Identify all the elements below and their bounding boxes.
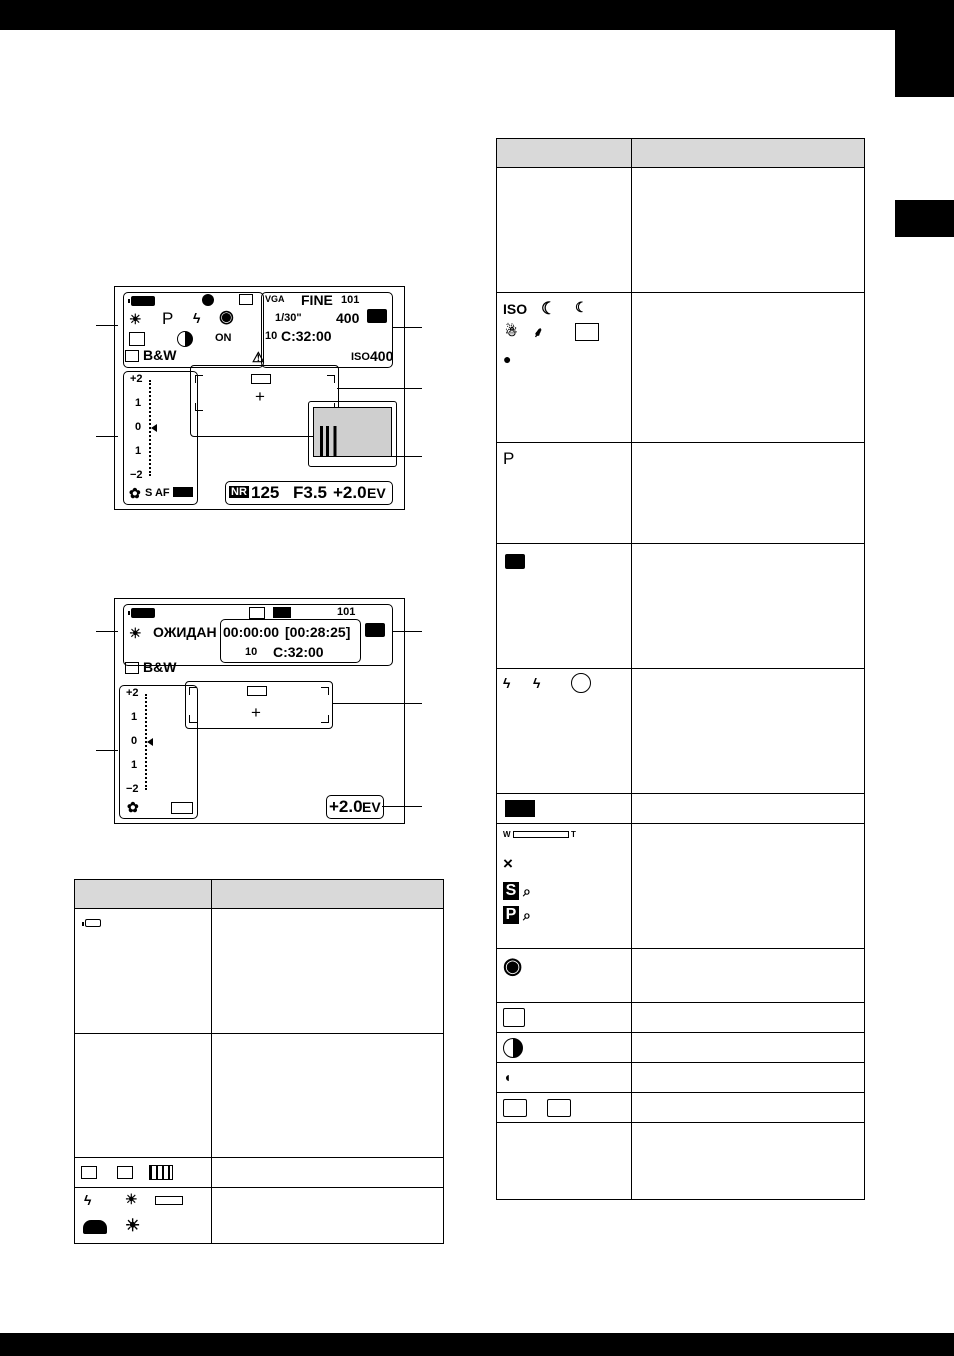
callout-line xyxy=(392,456,422,457)
af-corner xyxy=(321,687,329,695)
table-row xyxy=(497,1033,865,1063)
scale-label: −2 xyxy=(126,783,139,795)
table-cell-desc xyxy=(212,1188,444,1244)
battery-warning-icon xyxy=(247,686,267,696)
table-cell-desc xyxy=(632,168,865,293)
af-range-icon xyxy=(173,487,193,497)
timecode: 00:00:00 xyxy=(223,624,280,640)
zoom-scale-x: × xyxy=(503,854,513,873)
af-corner xyxy=(195,375,203,383)
table-cell-desc xyxy=(632,824,865,949)
incandescent-icon: ☀ xyxy=(125,1191,138,1207)
callout-line xyxy=(392,631,422,632)
wb-incandescent-icon: ☀ xyxy=(129,625,142,641)
red-eye-icon: ◉ xyxy=(503,953,523,978)
movie-size-icon xyxy=(273,607,291,618)
table-cell-icon xyxy=(497,1003,632,1033)
burst-icon xyxy=(239,294,253,305)
camera-icon xyxy=(367,309,387,323)
table-cell-icon xyxy=(497,1093,632,1123)
flash-charge-icon xyxy=(505,800,535,817)
smart-zoom-icon: S xyxy=(503,882,519,900)
af-mode: S AF xyxy=(145,487,170,499)
contrast-icon xyxy=(177,331,193,347)
table-row xyxy=(497,949,865,1003)
noise-reduction: NR xyxy=(231,486,247,498)
ev-unit: EV xyxy=(367,485,386,501)
page-bottom-bar xyxy=(0,1333,954,1356)
flash-wb-icon: ϟ xyxy=(84,1192,92,1208)
spot-metering-icon xyxy=(125,662,139,674)
table-row xyxy=(75,1158,444,1188)
center-metering-icon xyxy=(547,1099,571,1117)
af-range-icon xyxy=(171,802,193,814)
contrast-icon xyxy=(503,1038,523,1058)
iso-auto-icon: ISO xyxy=(503,301,528,317)
af-corner xyxy=(189,687,197,695)
battery-icon xyxy=(131,608,155,618)
table-row xyxy=(497,1003,865,1033)
shooting-mode: P xyxy=(162,309,174,328)
table-cell-desc xyxy=(632,1063,865,1093)
af-illuminator-icon: ◖ xyxy=(503,1069,512,1085)
ev-unit: EV xyxy=(362,799,381,815)
table-header xyxy=(497,139,632,168)
table-row xyxy=(75,1034,444,1158)
scale-label: 1 xyxy=(131,759,138,771)
table-cell-icon xyxy=(497,824,632,949)
table-cell-desc xyxy=(632,1033,865,1063)
table-cell-icon xyxy=(75,1034,212,1158)
table-cell-desc xyxy=(632,443,865,544)
flash-icon: ϟ xyxy=(193,310,201,326)
remaining-shots: 400 xyxy=(336,310,360,326)
remaining-time: [00:28:25] xyxy=(285,624,351,640)
battery-icon xyxy=(85,919,101,927)
af-corner xyxy=(327,375,335,383)
table-cell-desc xyxy=(632,669,865,794)
camera-icon xyxy=(505,554,525,569)
precision-zoom-icon: P xyxy=(503,906,519,924)
cloudy-icon xyxy=(83,1220,107,1234)
zoom-w-label: W xyxy=(503,830,511,839)
fluorescent-icon xyxy=(155,1196,183,1205)
scale-label: 1 xyxy=(135,445,142,457)
table-cell-icon xyxy=(497,1123,632,1200)
table-row xyxy=(497,293,865,443)
table-cell-desc xyxy=(632,1093,865,1123)
table-row xyxy=(75,909,444,1034)
table-row xyxy=(497,1063,865,1093)
page-top-bar xyxy=(0,0,954,30)
scale-pointer-icon xyxy=(151,424,157,432)
folder-number: 101 xyxy=(341,294,360,306)
table-cell-icon xyxy=(75,909,212,1034)
table-header xyxy=(632,139,865,168)
af-corner xyxy=(189,715,197,723)
scale-label: +2 xyxy=(126,687,139,699)
side-tab-chapter xyxy=(895,200,954,237)
table-cell-icon xyxy=(497,1033,632,1063)
spot-metering-icon xyxy=(125,350,139,362)
battery-icon xyxy=(131,296,155,306)
daylight-icon: ☀ xyxy=(125,1216,141,1235)
recording-time: C:32:00 xyxy=(281,328,332,344)
histogram-icon xyxy=(313,407,392,457)
ev-value: +2.0 xyxy=(329,797,363,816)
table-row xyxy=(497,794,865,824)
lcd-screen-still xyxy=(114,286,405,510)
table-cell-desc xyxy=(632,1123,865,1200)
wb-incandescent-icon: ☀ xyxy=(129,311,142,327)
battery-warning-icon xyxy=(251,374,271,384)
table-cell-desc xyxy=(212,1158,444,1188)
af-illuminator-on: ON xyxy=(215,332,232,344)
table-row xyxy=(497,443,865,544)
table-cell-icon xyxy=(497,544,632,669)
twilight-portrait-icon: ☾ xyxy=(575,299,588,315)
flash-auto-icon: ϟ xyxy=(503,675,511,691)
scale-label: 0 xyxy=(131,735,138,747)
callout-line xyxy=(392,327,422,328)
table-header xyxy=(75,880,212,909)
soft-snap-icon: ● xyxy=(503,351,512,367)
shutter-speed: 125 xyxy=(251,483,280,502)
table-cell-icon xyxy=(75,1158,212,1188)
table-cell-icon xyxy=(497,949,632,1003)
af-corner xyxy=(321,715,329,723)
af-corner xyxy=(195,403,203,411)
callout-line xyxy=(332,703,422,704)
twilight-icon: ☾ xyxy=(541,299,557,318)
image-size-vga: VGA xyxy=(265,294,285,304)
sharpness-icon xyxy=(129,332,145,346)
shake-warning-icon: ⚠ xyxy=(252,349,265,365)
table-cell-icon xyxy=(497,443,632,544)
callout-line xyxy=(337,388,422,389)
table-cell-desc xyxy=(212,909,444,1034)
table-row xyxy=(75,1188,444,1244)
macro-icon: ✿ xyxy=(127,799,139,815)
table-cell-desc xyxy=(632,949,865,1003)
table-cell-desc xyxy=(632,794,865,824)
aperture: F3.5 xyxy=(293,483,328,502)
zoom-scale-icon xyxy=(513,831,569,838)
iso-value: 400 xyxy=(370,348,394,364)
beach-icon: ⸙ xyxy=(533,324,544,340)
callout-line xyxy=(96,631,118,632)
shutter-readout: 1/30" xyxy=(275,312,302,324)
table-cell-icon xyxy=(497,1063,632,1093)
scale-pointer-icon xyxy=(147,738,153,746)
flash-off-icon xyxy=(571,673,591,693)
macro-icon: ✿ xyxy=(129,485,141,501)
table-cell-desc xyxy=(632,544,865,669)
ev-value: +2.0 xyxy=(333,483,367,502)
image-quality: FINE xyxy=(301,292,333,308)
standby-status: ОЖИДАН xyxy=(153,624,217,640)
color-mode: B&W xyxy=(143,347,177,363)
iso-prefix: ISO xyxy=(351,351,370,363)
bracket-icon xyxy=(117,1166,133,1179)
movie-icon xyxy=(249,607,265,619)
table-header xyxy=(212,880,444,909)
side-tab-black xyxy=(895,30,954,97)
table-cell-icon xyxy=(497,168,632,293)
lcd-screen-movie xyxy=(114,598,405,824)
scale-label: 1 xyxy=(131,711,138,723)
table-cell-icon xyxy=(497,293,632,443)
sharpness-icon xyxy=(503,1008,525,1027)
red-eye-icon: ◉ xyxy=(219,307,234,326)
table-row xyxy=(497,168,865,293)
scale-label: +2 xyxy=(130,373,143,385)
program-mode-icon: P xyxy=(503,449,515,468)
table-row xyxy=(497,1123,865,1200)
movie-icon xyxy=(149,1165,173,1180)
table-cell-desc xyxy=(632,1003,865,1033)
snow-icon: ☃ xyxy=(505,323,518,339)
spot-metering-icon xyxy=(503,1099,527,1117)
scale-label: 1 xyxy=(135,397,142,409)
zoom-t-label: T xyxy=(571,830,576,839)
af-center-cross-icon: + xyxy=(251,703,261,722)
folder-number: 101 xyxy=(337,606,356,618)
table-row xyxy=(497,669,865,794)
table-row xyxy=(497,544,865,669)
table-row xyxy=(497,1093,865,1123)
scale-label: −2 xyxy=(130,469,143,481)
table-cell-desc xyxy=(212,1034,444,1158)
recording-time: C:32:00 xyxy=(273,644,324,660)
callout-line xyxy=(96,750,118,751)
magnifier-icon: ⌕ xyxy=(523,907,531,923)
self-timer: 10 xyxy=(265,330,278,342)
indicator-table-right xyxy=(496,138,865,1200)
burst-icon xyxy=(81,1166,97,1179)
callout-line xyxy=(96,436,118,437)
callout-line xyxy=(96,325,118,326)
magnifier-icon: ⌕ xyxy=(523,883,531,899)
af-center-cross-icon: + xyxy=(255,387,265,406)
table-cell-icon xyxy=(75,1188,212,1244)
flash-forced-icon: ϟ xyxy=(533,675,541,691)
color-mode: B&W xyxy=(143,659,177,675)
table-cell-icon xyxy=(497,669,632,794)
self-timer: 10 xyxy=(245,646,258,658)
table-row xyxy=(497,824,865,949)
callout-line xyxy=(382,806,422,807)
indicator-table-left xyxy=(74,879,444,1244)
table-cell-icon xyxy=(497,794,632,824)
record-dot-icon xyxy=(202,294,214,306)
landscape-icon xyxy=(575,323,599,341)
scale-label: 0 xyxy=(135,421,142,433)
table-cell-desc xyxy=(632,293,865,443)
camera-icon xyxy=(365,623,385,637)
